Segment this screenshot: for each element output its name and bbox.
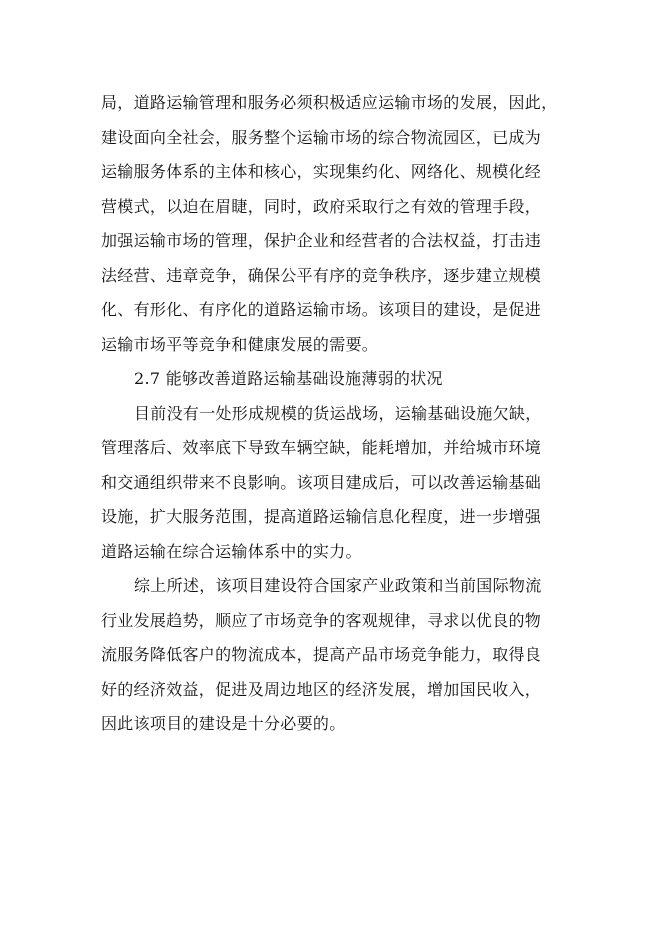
paragraph-infrastructure (101, 397, 561, 570)
text-line: 流服务降低客户的物流成本，提高产品市场竞争能力，取得良 (101, 645, 542, 664)
text-line: 和交通组织带来不良影响。该项目建成后，可以改善运输基础 (101, 472, 542, 492)
text-line: 化、有形化、有序化的道路运输市场。该项目的建设，是促进 (101, 300, 542, 319)
text-line: 综上所述，该项目建设符合国家产业政策和当前国际物流 (134, 576, 542, 595)
document-body (101, 86, 561, 742)
text-line: 营模式，以迫在眉睫，同时，政府采取行之有效的管理手段， (101, 196, 542, 216)
text-line: 运输市场平等竞争和健康发展的需要。 (101, 334, 379, 354)
text-line: 局，道路运输管理和服务必须积极适应运输市场的发展，因此， (101, 93, 558, 112)
text-line: 建设面向全社会，服务整个运输市场的综合物流园区，已成为 (101, 127, 542, 147)
section-heading: 2.7 能够改善道路运输基础设施薄弱的状况 (134, 369, 443, 388)
text-line: 加强运输市场的管理，保护企业和经营者的合法权益，打击违 (101, 231, 542, 250)
paragraph-continuation (101, 86, 561, 362)
text-line: 因此该项目的建设是十分必要的。 (101, 714, 346, 733)
text-line: 法经营、违章竞争，确保公平有序的竞争秩序，逐步建立规模 (101, 265, 542, 285)
text-line: 管理落后、效率底下导致车辆空缺，能耗增加，并给城市环境 (101, 438, 542, 457)
paragraph-conclusion (101, 569, 561, 742)
text-line: 道路运输在综合运输体系中的实力。 (101, 541, 362, 561)
text-line: 目前没有一处形成规模的货运战场，运输基础设施欠缺， (134, 403, 542, 423)
text-line: 运输服务体系的主体和核心，实现集约化、网络化、规模化经 (101, 162, 542, 181)
text-line: 设施，扩大服务范围，提高道路运输信息化程度，进一步增强 (101, 507, 542, 526)
text-line: 好的经济效益，促进及周边地区的经济发展，增加国民收入， (101, 679, 542, 699)
text-line: 行业发展趋势，顺应了市场竞争的客观规律，寻求以优良的物 (101, 610, 542, 630)
